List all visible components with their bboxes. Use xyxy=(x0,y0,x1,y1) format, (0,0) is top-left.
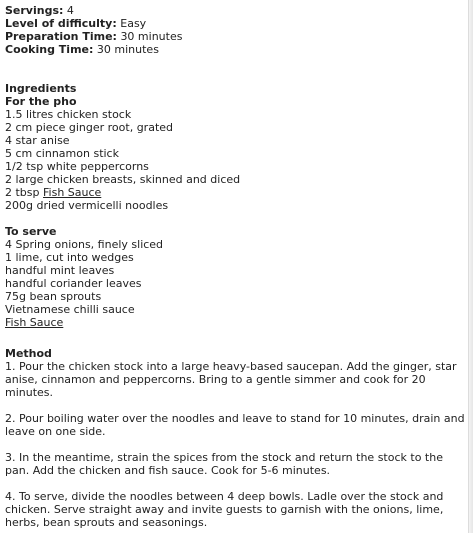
servings-value: 4 xyxy=(66,4,74,17)
cook-time-row xyxy=(5,43,467,56)
ingredient-item: 5 cm cinnamon stick xyxy=(5,147,119,160)
difficulty-row xyxy=(5,17,467,30)
ingredient-item: 1/2 tsp white peppercorns xyxy=(5,160,149,173)
method-step: 1. Pour the chicken stock into a large heavy-based saucepan. Add the ginger, star anise, cinnamon and peppercorns. Bring to a gentle simmer and cook for 20 minutes. xyxy=(5,360,457,399)
serve-fish-sauce-link[interactable]: Fish Sauce xyxy=(5,316,64,329)
pho-subheading: For the pho xyxy=(5,95,77,108)
difficulty-label: Level of difficulty: xyxy=(5,17,117,30)
serve-subheading: To serve xyxy=(5,225,57,238)
ingredient-item: 200g dried vermicelli noodles xyxy=(5,199,169,212)
serve-section xyxy=(5,225,467,329)
recipe-meta xyxy=(5,4,467,56)
serve-item: 1 lime, cut into wedges xyxy=(5,251,134,264)
difficulty-value: Easy xyxy=(120,17,147,30)
method-step: 2. Pour boiling water over the noodles and leave to stand for 10 minutes, drain and leave on one side. xyxy=(5,412,465,438)
servings-row xyxy=(5,4,467,17)
cook-time-value: 30 minutes xyxy=(96,43,159,56)
serve-item: handful mint leaves xyxy=(5,264,115,277)
ingredient-item: 1.5 litres chicken stock xyxy=(5,108,132,121)
serve-item: Vietnamese chilli sauce xyxy=(5,303,135,316)
serve-item-fish-sauce xyxy=(5,316,467,329)
ingredient-item: 2 large chicken breasts, skinned and diced xyxy=(5,173,241,186)
prep-time-label: Preparation Time: xyxy=(5,30,117,43)
fish-sauce-link[interactable]: Fish Sauce xyxy=(43,186,102,199)
prep-time-value: 30 minutes xyxy=(120,30,183,43)
serve-item: handful coriander leaves xyxy=(5,277,142,290)
method-heading: Method xyxy=(5,347,52,360)
cook-time-label: Cooking Time: xyxy=(5,43,94,56)
ingredients-heading: Ingredients xyxy=(5,82,77,95)
method-section xyxy=(5,347,467,529)
ingredient-item-fish-sauce xyxy=(5,186,467,199)
ingredients-section xyxy=(5,82,467,212)
fish-sauce-quantity: 2 tbsp xyxy=(5,186,40,199)
ingredient-item: 2 cm piece ginger root, grated xyxy=(5,121,174,134)
recipe-content xyxy=(5,4,467,529)
method-step: 3. In the meantime, strain the spices from the stock and return the stock to the pan. Add the chicken and fish sauce. Cook for 5-6 minutes. xyxy=(5,451,443,477)
servings-label: Servings: xyxy=(5,4,64,17)
ingredient-item: 4 star anise xyxy=(5,134,70,147)
serve-item: 75g bean sprouts xyxy=(5,290,102,303)
window-right-edge xyxy=(468,0,473,533)
method-step: 4. To serve, divide the noodles between 4 deep bowls. Ladle over the stock and chicken. Serve straight away and invite guests to garnish with the onions, lime, herbs, bean sprouts and seasonings. xyxy=(5,490,444,529)
prep-time-row xyxy=(5,30,467,43)
serve-item: 4 Spring onions, finely sliced xyxy=(5,238,164,251)
